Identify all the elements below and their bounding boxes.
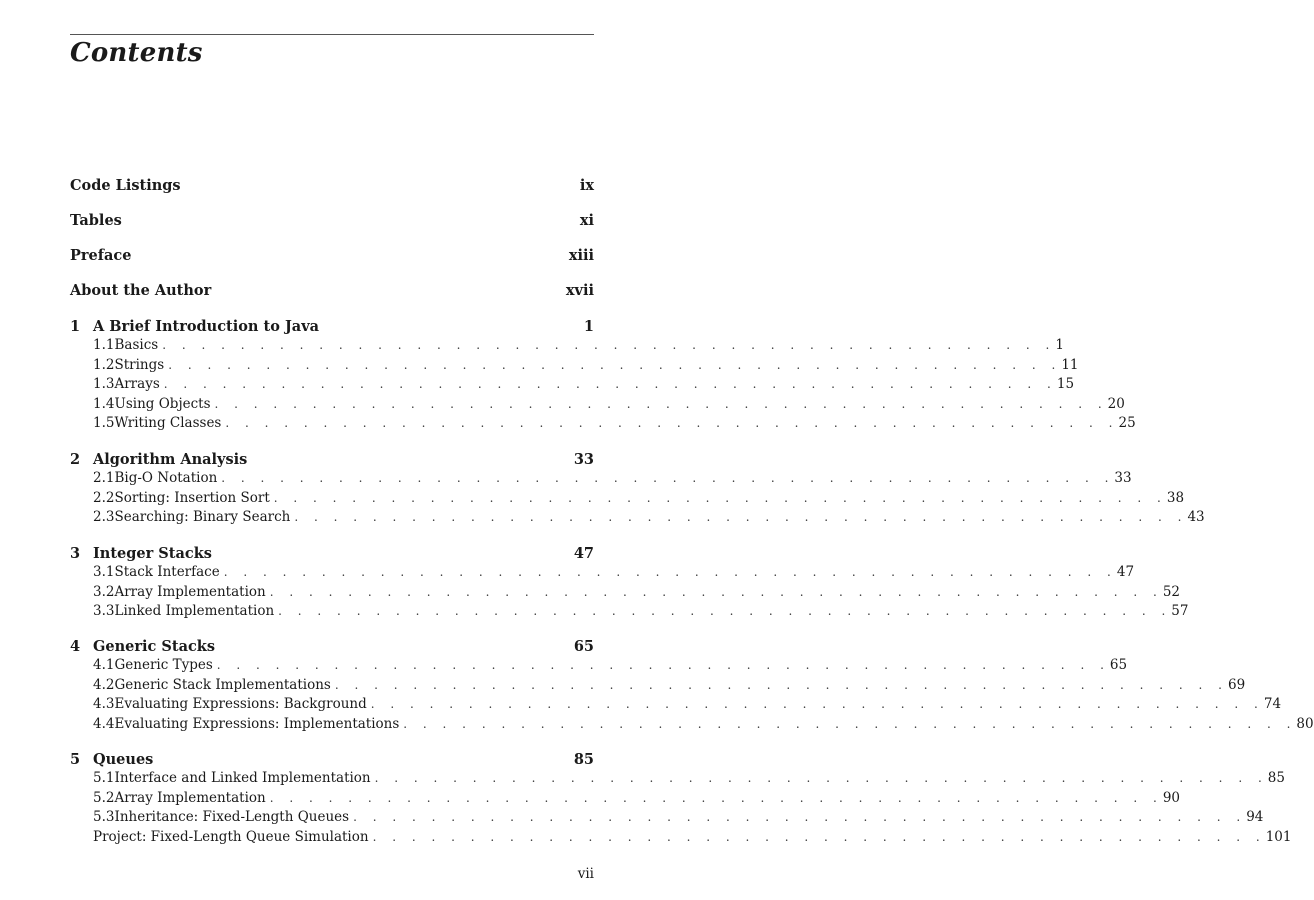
- chapter-number: 1: [70, 318, 81, 335]
- section-page: 1: [1055, 337, 1064, 353]
- dot-leader: . . . . . . . . . . . . . . . . . . . . . . . . . . . . . . . . . . . . . . . . . . . . . .: [374, 771, 1268, 785]
- chapter-heading[interactable]: [70, 545, 594, 564]
- section-number: 4.2: [93, 676, 115, 693]
- section-title: Array Implementation: [114, 584, 269, 600]
- section-number: 4.4: [93, 715, 115, 732]
- dot-leader: . . . . . . . . . . . . . . . . . . . . . . . . . . . . . . . . . . . . . . . . . . . . . .: [278, 604, 1172, 618]
- toc-section-entry[interactable]: [70, 337, 1064, 357]
- section-title: Generic Types: [114, 657, 216, 673]
- section-title: Sorting: Insertion Sort: [114, 490, 273, 506]
- section-page: 47: [1116, 564, 1135, 580]
- section-title: Stack Interface: [114, 564, 223, 580]
- section-page: 80: [1296, 715, 1314, 732]
- front-entry-label: Tables: [70, 212, 122, 229]
- toc-section-entry[interactable]: [70, 583, 1181, 604]
- section-title: Linked Implementation: [114, 603, 278, 619]
- front-entry-label: Code Listings: [70, 177, 181, 194]
- section-page: 69: [1227, 676, 1246, 693]
- toc-page: [70, 0, 1314, 900]
- section-title: Project: Fixed-Length Queue Simulation: [93, 829, 373, 845]
- section-number: 3.3: [93, 603, 115, 619]
- chapter-title: A Brief Introduction to Java: [93, 318, 320, 335]
- section-title: Evaluating Expressions: Implementations: [114, 716, 403, 732]
- dot-leader: . . . . . . . . . . . . . . . . . . . . . . . . . . . . . . . . . . . . . . . . . . . . . .: [168, 357, 1062, 372]
- section-number: 1.3: [93, 376, 115, 392]
- toc-section-entry[interactable]: [70, 657, 1128, 677]
- dot-leader: . . . . . . . . . . . . . . . . . . . . . . . . . . . . . . . . . . . . . . . . . . . . . .: [294, 510, 1188, 524]
- section-page: 85: [1267, 770, 1285, 786]
- section-number: 3.1: [93, 564, 115, 580]
- section-title: Inheritance: Fixed-Length Queues: [114, 809, 353, 825]
- section-number: 1.5: [93, 415, 115, 431]
- dot-leader: . . . . . . . . . . . . . . . . . . . . . . . . . . . . . . . . . . . . . . . . . . . . . .: [223, 565, 1117, 579]
- toc-section-entry[interactable]: [70, 376, 1075, 396]
- chapter-page: 47: [573, 545, 594, 562]
- section-title: Array Implementation: [114, 790, 269, 806]
- section-title: Generic Stack Implementations: [114, 677, 334, 693]
- chapter-title: Algorithm Analysis: [93, 451, 248, 468]
- section-title: Big-O Notation: [114, 470, 221, 486]
- toc-section-entry[interactable]: [70, 395, 1125, 416]
- toc-section-entry[interactable]: [70, 356, 1079, 377]
- dot-leader: . . . . . . . . . . . . . . . . . . . . . . . . . . . . . . . . . . . . . . . . . . . . . .: [163, 377, 1057, 391]
- dot-leader: . . . . . . . . . . . . . . . . . . . . . . . . . . . . . . . . . . . . . . . . . . . . . .: [370, 697, 1264, 711]
- dot-leader: . . . . . . . . . . . . . . . . . . . . . . . . . . . . . . . . . . . . . . . . . . . . . .: [273, 490, 1167, 505]
- toc-section-entry[interactable]: [70, 603, 1189, 623]
- section-page: 74: [1263, 696, 1282, 712]
- chapter-page: 65: [573, 638, 594, 655]
- section-page: 52: [1162, 583, 1181, 600]
- toc-section-entry[interactable]: [70, 770, 1285, 790]
- dot-leader: . . . . . . . . . . . . . . . . . . . . . . . . . . . . . . . . . . . . . . . . . . . . . .: [162, 338, 1056, 352]
- toc-section-entry[interactable]: [70, 676, 1246, 697]
- section-title: Interface and Linked Implementation: [114, 770, 374, 786]
- toc-section-entry[interactable]: [70, 470, 1132, 490]
- toc-section-entry[interactable]: [70, 415, 1136, 435]
- section-page: 15: [1056, 376, 1075, 392]
- front-entry-label: Preface: [70, 247, 132, 264]
- toc-front-entry[interactable]: [70, 247, 594, 264]
- toc-section-entry[interactable]: [70, 828, 1292, 849]
- toc-section-entry[interactable]: [70, 564, 1135, 584]
- section-number: 5.3: [93, 809, 115, 825]
- section-title: Evaluating Expressions: Background: [114, 696, 370, 712]
- dot-leader: . . . . . . . . . . . . . . . . . . . . . . . . . . . . . . . . . . . . . . . . . . . . . .: [221, 471, 1115, 485]
- dot-leader: . . . . . . . . . . . . . . . . . . . . . . . . . . . . . . . . . . . . . . . . . . . . . .: [403, 716, 1297, 731]
- chapter-heading[interactable]: [70, 451, 594, 470]
- front-entry-page: xi: [579, 212, 594, 229]
- dot-leader: . . . . . . . . . . . . . . . . . . . . . . . . . . . . . . . . . . . . . . . . . . . . . .: [269, 790, 1163, 805]
- chapter-number: 2: [70, 451, 81, 468]
- section-page: 57: [1171, 603, 1189, 619]
- section-number: 3.2: [93, 583, 115, 600]
- page-number: vii: [577, 866, 594, 882]
- section-page: 90: [1162, 789, 1181, 806]
- section-number: 2.1: [93, 470, 115, 486]
- section-number: 4.3: [93, 696, 115, 712]
- section-page: 101: [1265, 828, 1292, 845]
- chapter-page: 85: [573, 751, 594, 768]
- chapter-heading[interactable]: [70, 318, 594, 337]
- section-number: 5.1: [93, 770, 115, 786]
- section-number: 1.1: [93, 337, 115, 353]
- front-entry-label: About the Author: [70, 282, 212, 299]
- section-page: 20: [1107, 395, 1125, 412]
- section-number: 2.3: [93, 509, 115, 525]
- chapter-number: 3: [70, 545, 81, 562]
- dot-leader: . . . . . . . . . . . . . . . . . . . . . . . . . . . . . . . . . . . . . . . . . . . . . .: [353, 810, 1247, 824]
- dot-leader: . . . . . . . . . . . . . . . . . . . . . . . . . . . . . . . . . . . . . . . . . . . . . .: [334, 677, 1228, 692]
- toc-front-entry[interactable]: [70, 282, 594, 299]
- section-page: 43: [1187, 509, 1205, 525]
- section-page: 11: [1061, 356, 1079, 373]
- chapter-number: 4: [70, 638, 81, 655]
- section-page: 33: [1114, 470, 1132, 486]
- toc-section-entry[interactable]: [70, 509, 1205, 529]
- toc-chapter: [70, 638, 1314, 735]
- toc-front-entry[interactable]: [70, 212, 594, 229]
- toc-chapter: [70, 318, 1136, 435]
- section-title: Strings: [114, 357, 168, 373]
- toc-chapter: [70, 451, 1205, 529]
- section-page: 65: [1109, 657, 1128, 673]
- front-entry-page: xiii: [568, 247, 594, 264]
- front-entry-page: xvii: [565, 282, 594, 299]
- dot-leader: . . . . . . . . . . . . . . . . . . . . . . . . . . . . . . . . . . . . . . . . . . . . . .: [214, 396, 1108, 411]
- section-title: Arrays: [114, 376, 163, 392]
- chapter-title: Generic Stacks: [93, 638, 216, 655]
- chapter-heading[interactable]: [70, 638, 594, 657]
- dot-leader: . . . . . . . . . . . . . . . . . . . . . . . . . . . . . . . . . . . . . . . . . . . . . .: [372, 829, 1266, 844]
- section-title: Basics: [114, 337, 162, 353]
- section-page: 94: [1246, 809, 1264, 825]
- page-title: Contents: [70, 38, 203, 68]
- toc-section-entry[interactable]: [70, 489, 1185, 510]
- section-number: 2.2: [93, 489, 115, 506]
- chapter-page: 33: [573, 451, 594, 468]
- section-number: 4.1: [93, 657, 115, 673]
- section-page: 38: [1166, 489, 1185, 506]
- toc-section-entry[interactable]: [70, 715, 1314, 736]
- toc-front-entry[interactable]: [70, 177, 594, 194]
- chapter-page: 1: [583, 318, 594, 335]
- section-number: 1.4: [93, 395, 115, 412]
- dot-leader: . . . . . . . . . . . . . . . . . . . . . . . . . . . . . . . . . . . . . . . . . . . . . .: [225, 416, 1119, 430]
- section-number: 5.2: [93, 789, 115, 806]
- section-title: Writing Classes: [114, 415, 225, 431]
- section-title: Using Objects: [114, 396, 214, 412]
- section-title: Searching: Binary Search: [114, 509, 294, 525]
- toc-section-entry[interactable]: [70, 809, 1264, 829]
- top-rule: [70, 34, 594, 35]
- toc-chapter: [70, 751, 1292, 848]
- chapter-number: 5: [70, 751, 81, 768]
- toc-section-entry[interactable]: [70, 789, 1181, 810]
- section-page: 25: [1118, 415, 1136, 431]
- section-number: 1.2: [93, 356, 115, 373]
- chapter-title: Queues: [93, 751, 154, 768]
- chapter-title: Integer Stacks: [93, 545, 212, 562]
- dot-leader: . . . . . . . . . . . . . . . . . . . . . . . . . . . . . . . . . . . . . . . . . . . . . .: [216, 658, 1110, 672]
- dot-leader: . . . . . . . . . . . . . . . . . . . . . . . . . . . . . . . . . . . . . . . . . . . . . .: [269, 584, 1163, 599]
- toc-section-entry[interactable]: [70, 696, 1282, 716]
- chapter-heading[interactable]: [70, 751, 594, 770]
- front-entry-page: ix: [579, 177, 594, 194]
- toc-chapter: [70, 545, 1189, 623]
